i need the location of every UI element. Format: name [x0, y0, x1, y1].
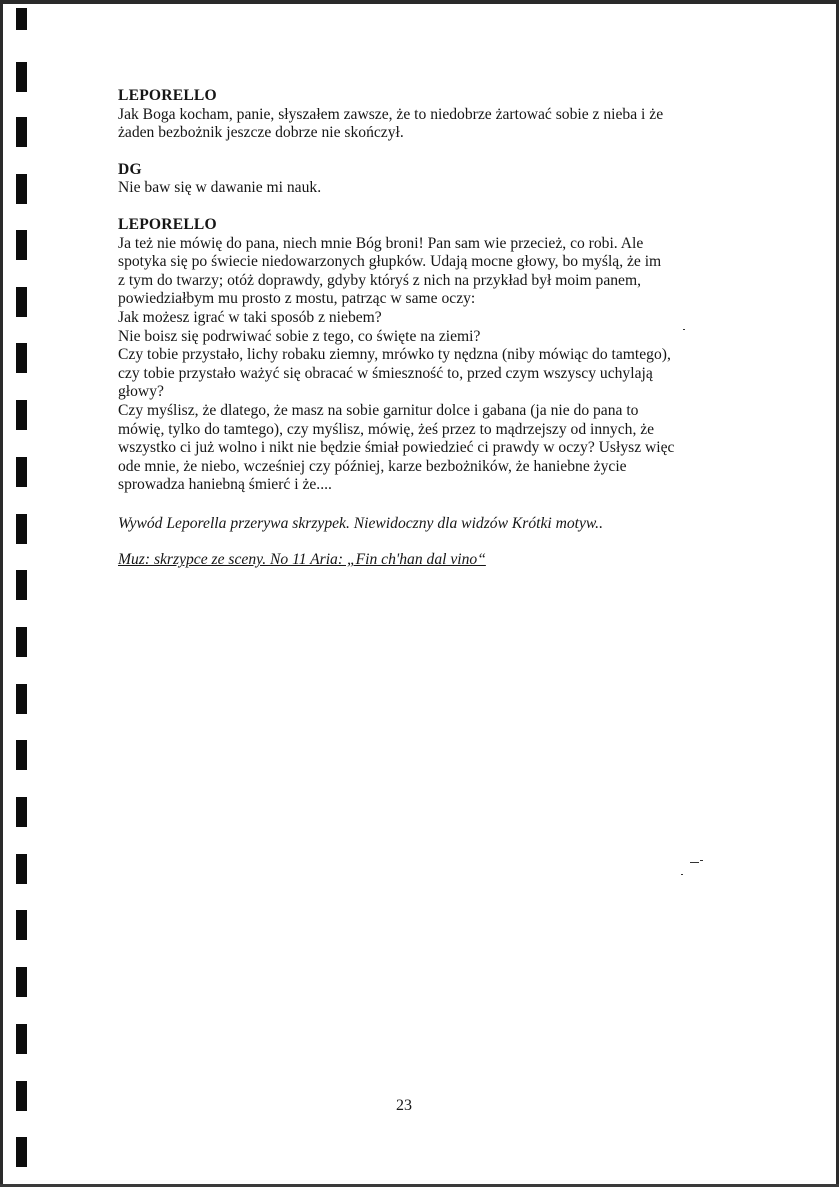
dialogue-block [118, 216, 718, 495]
speaker-name: LEPORELLO [118, 215, 217, 233]
stage-direction: Wywód Leporella przerywa skrzypek. Niewidoczny dla widzów Krótki motyw.. [118, 514, 603, 532]
binding-hole [16, 1137, 27, 1167]
binding-hole [16, 910, 27, 940]
binding-hole [16, 62, 27, 92]
binding-hole [16, 740, 27, 770]
binding-hole [16, 174, 27, 204]
binding-hole [16, 287, 27, 317]
page-number: 23 [396, 1097, 412, 1114]
speaker-name: DG [118, 160, 142, 178]
dialogue-block [118, 87, 718, 143]
scan-speck [681, 874, 683, 875]
dialogue-line: powiedziałbym mu prosto z mostu, patrząc w same oczy: [118, 290, 476, 308]
scan-speck [690, 862, 699, 863]
dialogue-line: mówię, tylko do tamtego), czy myślisz, mówię, żeś przez to mądrzejszy od innych, że [118, 420, 655, 438]
dialogue-line: sprowadza haniebną śmierć i że.... [118, 476, 332, 494]
dialogue-block [118, 161, 718, 198]
scan-border-left [0, 0, 3, 1187]
binding-hole [16, 854, 27, 884]
binding-holes [16, 0, 28, 1187]
binding-hole [16, 627, 27, 657]
dialogue-line: Ja też nie mówię do pana, niech mnie Bóg broni! Pan sam wie przecież, co robi. Ale [118, 234, 644, 252]
dialogue-line: Nie baw się w dawanie mi nauk. [118, 179, 322, 197]
binding-hole [16, 8, 27, 30]
dialogue-line: głowy? [118, 383, 164, 401]
binding-hole [16, 400, 27, 430]
binding-hole [16, 514, 27, 544]
scan-speck [700, 860, 703, 861]
binding-hole [16, 1081, 27, 1111]
dialogue-line: Czy tobie przystało, lichy robaku ziemny, mrówko ty nędzna (niby mówiąc do tamtego), [118, 346, 671, 364]
scan-border-top [0, 0, 839, 4]
speaker-name: LEPORELLO [118, 87, 217, 104]
dialogue-line: wszystko ci już wolno i nikt nie będzie śmiał powiedzieć ci prawdy w oczy? Usłysz więc [118, 439, 675, 457]
dialogue-line: Nie boisz się podrwiwać sobie z tego, co święte na ziemi? [118, 327, 481, 345]
binding-hole [16, 797, 27, 827]
binding-hole [16, 570, 27, 600]
binding-hole [16, 117, 27, 147]
music-cue: Muz: skrzypce ze sceny. No 11 Aria: „Fin ch'han dal vino“ [118, 551, 486, 569]
binding-hole [16, 343, 27, 373]
dialogue-line: czy tobie przystało ważyć się obracać w śmieszność to, przed czym wszyscy uchylają [118, 364, 653, 382]
binding-hole [16, 230, 27, 260]
dialogue-line: ode mnie, że niebo, wcześniej czy później, karze bezbożników, że haniebne życie [118, 457, 627, 475]
binding-hole [16, 457, 27, 487]
script-text [118, 87, 718, 570]
dialogue-line: spotyka się po świecie niedowarzonych głupków. Udają mocne głowy, bo myślą, że im [118, 253, 662, 271]
dialogue-line: Czy myślisz, że dlatego, że masz na sobie garnitur dolce i gabana (ja nie do pana to [118, 401, 639, 419]
binding-hole [16, 1024, 27, 1054]
binding-hole [16, 684, 27, 714]
scan-speck [683, 329, 685, 330]
dialogue-line: Jak możesz igrać w taki sposób z niebem? [118, 308, 382, 326]
dialogue-line: z tym do twarzy; otóż doprawdy, gdyby któryś z nich na przykład był moim panem, [118, 271, 641, 289]
dialogue-line: żaden bezbożnik jeszcze dobrze nie skończył. [118, 124, 404, 142]
dialogue-line: Jak Boga kocham, panie, słyszałem zawsze, że to niedobrze żartować sobie z nieba i że [118, 105, 664, 123]
binding-hole [16, 967, 27, 997]
